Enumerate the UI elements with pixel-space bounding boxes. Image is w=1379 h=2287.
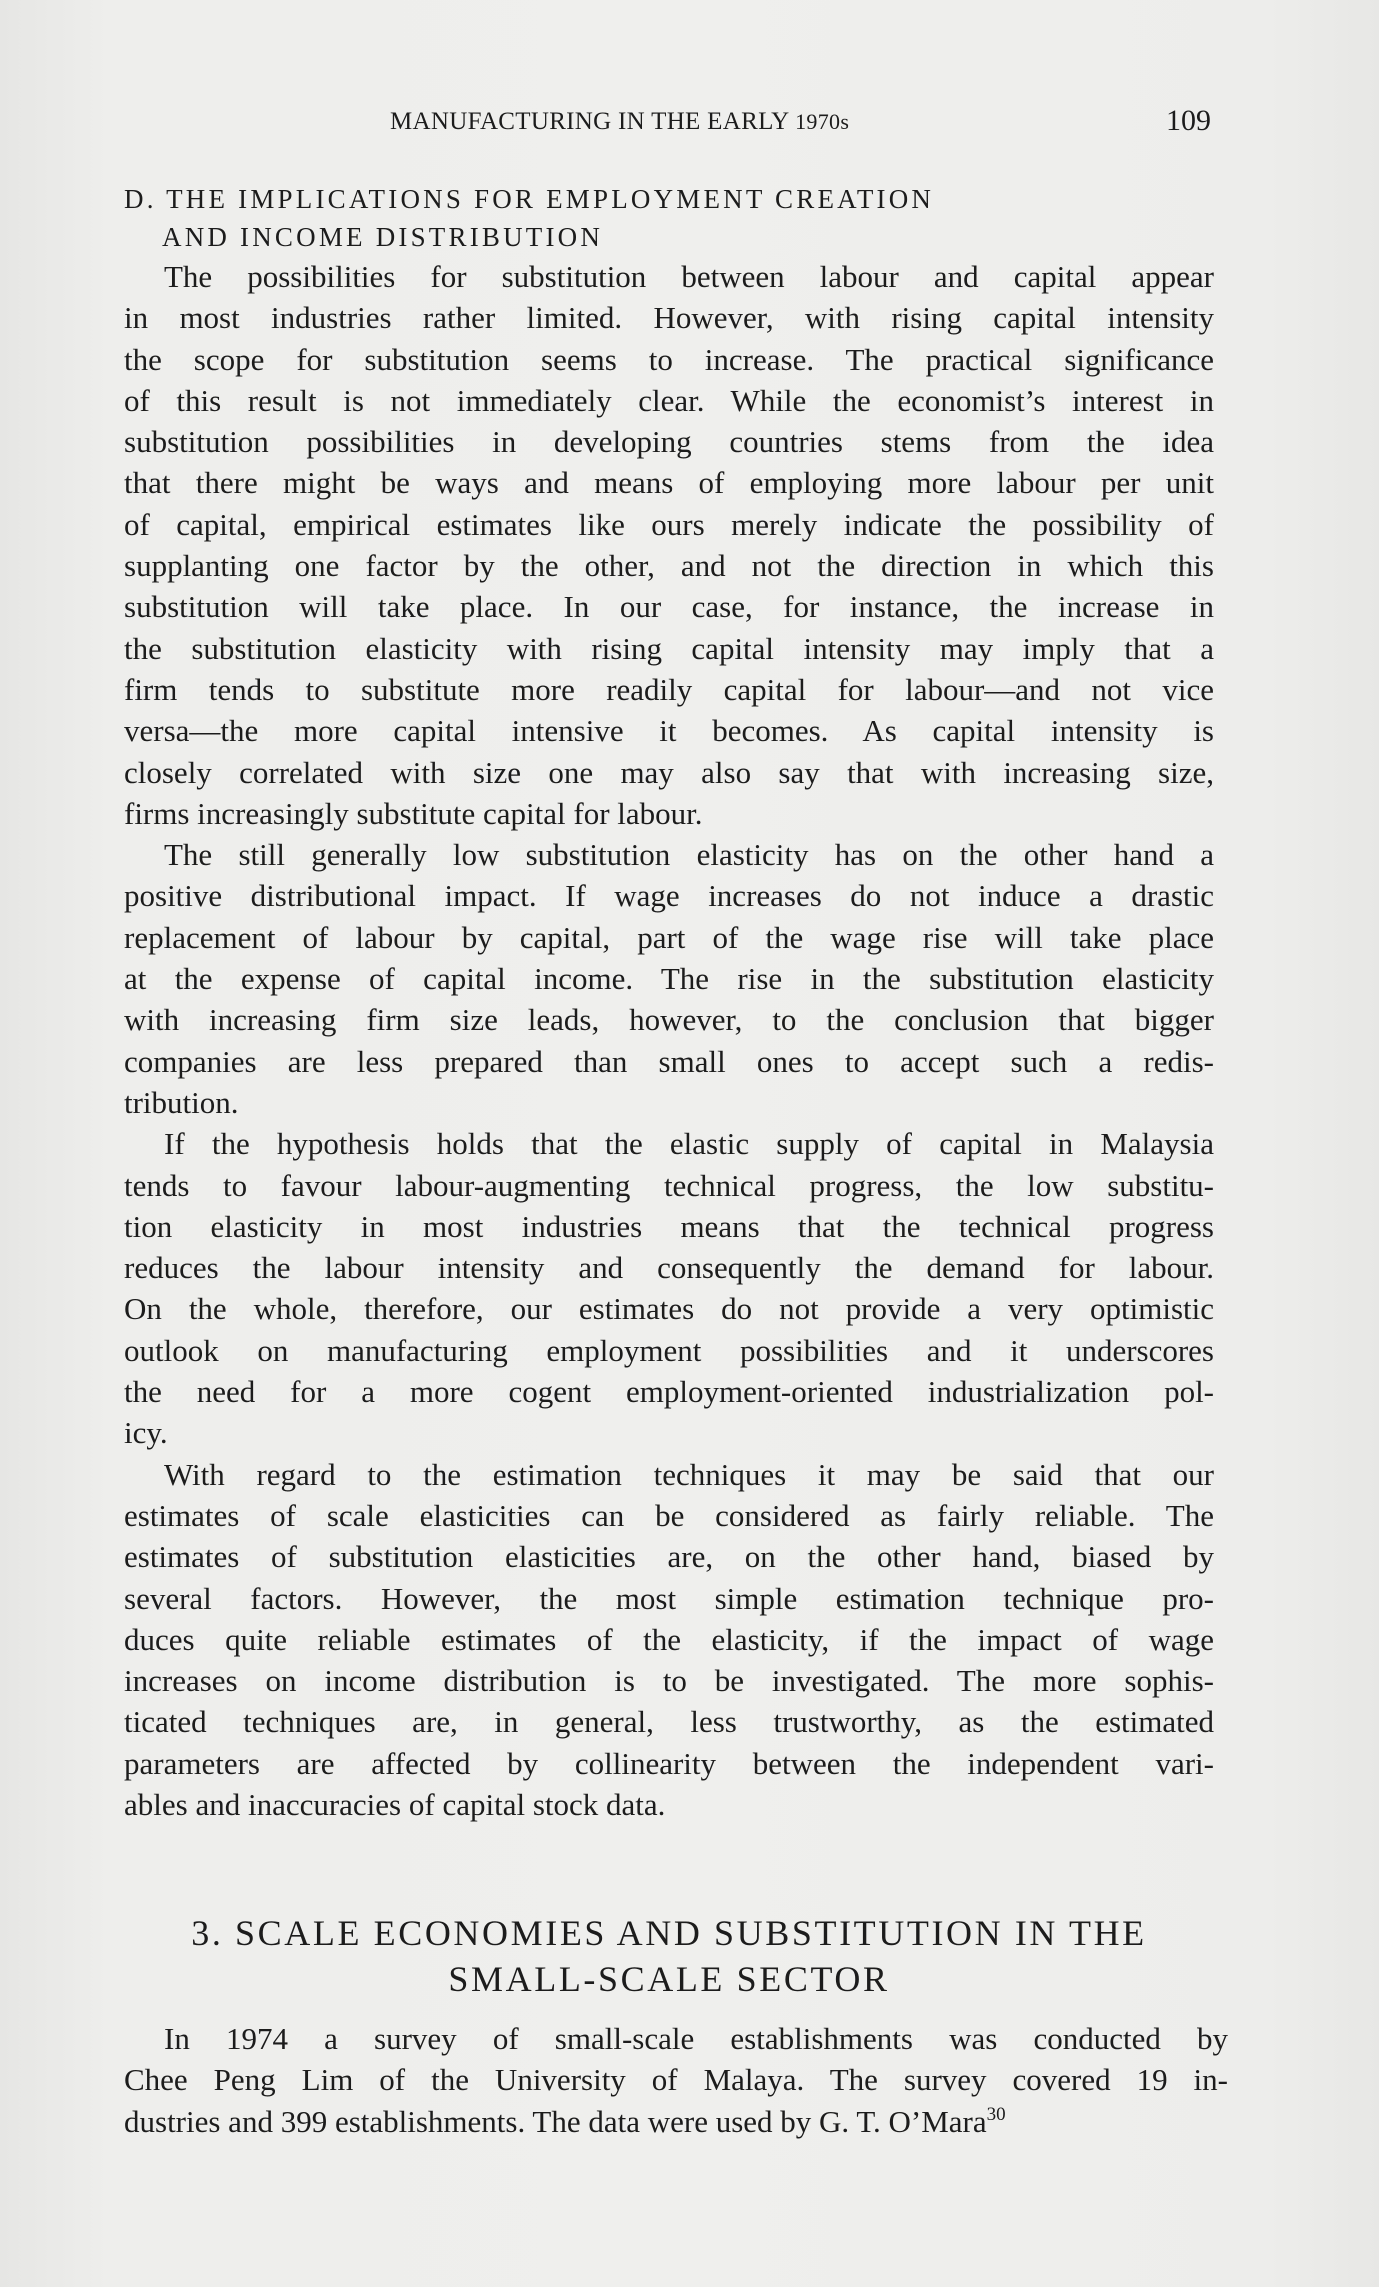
section-3-heading <box>124 1910 1214 2002</box>
text-line: the need for a more cogent employment-oriented industrialization pol- <box>124 1374 1214 1410</box>
text-line: versa—the more capital intensive it becomes. As capital intensity is <box>124 713 1214 749</box>
section-d-heading-line1: D. THE IMPLICATIONS FOR EMPLOYMENT CREATION <box>124 184 935 214</box>
text-line: parameters are affected by collinearity between the independent vari- <box>124 1745 1214 1781</box>
text-line: in most industries rather limited. However, with rising capital intensity <box>124 300 1214 336</box>
text-line: tion elasticity in most industries means that the technical progress <box>124 1208 1214 1244</box>
paragraph-technical-progress <box>124 1123 1214 1453</box>
text-line: several factors. However, the most simple estimation technique pro- <box>124 1580 1214 1616</box>
text-line: closely correlated with size one may also say that with increasing size, <box>124 754 1214 790</box>
text-line: In 1974 a survey of small-scale establishments was conducted by <box>164 2021 1228 2056</box>
section-3-body <box>124 2018 1228 2142</box>
text-line: firms increasingly substitute capital for labour. <box>124 795 703 831</box>
section-d-heading-line2: AND INCOME DISTRIBUTION <box>162 222 604 252</box>
text-line: substitution will take place. In our case, for instance, the increase in <box>124 589 1214 625</box>
text-line: at the expense of capital income. The rise in the substitution elasticity <box>124 961 1214 997</box>
text-line: ables and inaccuracies of capital stock data. <box>124 1786 666 1822</box>
page-number: 109 <box>1166 104 1211 137</box>
text-line: estimates of scale elasticities can be considered as fairly reliable. The <box>124 1497 1214 1533</box>
text-line: reduces the labour intensity and consequently the demand for labour. <box>124 1250 1214 1286</box>
text-line: ticated techniques are, in general, less trustworthy, as the estimated <box>124 1704 1214 1740</box>
text-line: The still generally low substitution elasticity has on the other hand a <box>164 837 1214 873</box>
text-line: The possibilities for substitution between labour and capital appear <box>164 259 1214 294</box>
paragraph-substitution-possibilities <box>124 256 1214 834</box>
text-line: icy. <box>124 1415 168 1451</box>
paragraph-estimation-techniques <box>124 1454 1214 1826</box>
text-line: the scope for substitution seems to increase. The practical significance <box>124 341 1214 377</box>
text-line: tends to favour labour-augmenting technical progress, the low substitu- <box>124 1167 1214 1203</box>
text-line: replacement of labour by capital, part of the wage rise will take place <box>124 919 1214 955</box>
footnote-reference[interactable]: 30 <box>986 2103 1006 2125</box>
text-line: estimates of substitution elasticities are, on the other hand, biased by <box>124 1539 1214 1575</box>
text-line: positive distributional impact. If wage increases do not induce a drastic <box>124 878 1214 914</box>
text-line: With regard to the estimation techniques it may be said that our <box>164 1456 1214 1492</box>
section-3-heading-line2: SMALL-SCALE SECTOR <box>448 1959 890 1999</box>
running-head-year: 1970s <box>795 109 850 134</box>
section-d-heading <box>124 180 1214 256</box>
text-line: supplanting one factor by the other, and not the direction in which this <box>124 548 1214 584</box>
section-3-heading-line1: 3. SCALE ECONOMIES AND SUBSTITUTION IN THE <box>191 1913 1147 1953</box>
text-line: of capital, empirical estimates like ours merely indicate the possibility of <box>124 506 1214 542</box>
text-line: that there might be ways and means of employing more labour per unit <box>124 465 1214 501</box>
text-line: with increasing firm size leads, however, to the conclusion that bigger <box>124 1002 1214 1038</box>
text-line: duces quite reliable estimates of the elasticity, if the impact of wage <box>124 1621 1214 1657</box>
text-line: outlook on manufacturing employment possibilities and it underscores <box>124 1332 1214 1368</box>
text-line: If the hypothesis holds that the elastic supply of capital in Malaysia <box>164 1126 1214 1162</box>
text-line: the substitution elasticity with rising capital intensity may imply that a <box>124 630 1214 666</box>
text-line: firm tends to substitute more readily capital for labour—and not vice <box>124 671 1214 707</box>
section-d-body <box>124 180 1214 1825</box>
text-line-content: dustries and 399 establishments. The data were used by G. T. O’Mara <box>124 2103 987 2139</box>
running-head-title: MANUFACTURING IN THE EARLY <box>390 108 796 135</box>
text-line: substitution possibilities in developing countries stems from the idea <box>124 424 1214 460</box>
paragraph-distributional-impact <box>124 834 1214 1123</box>
text-line: of this result is not immediately clear. While the economist’s interest in <box>124 382 1214 418</box>
text-line: companies are less prepared than small ones to accept such a redis- <box>124 1043 1214 1079</box>
paragraph-small-scale-survey <box>124 2018 1228 2142</box>
text-line <box>124 2101 1228 2142</box>
text-line: tribution. <box>124 1084 239 1120</box>
text-line: increases on income distribution is to be investigated. The more sophis- <box>124 1663 1214 1699</box>
text-line: Chee Peng Lim of the University of Malaya. The survey covered 19 in- <box>124 2062 1228 2098</box>
text-line: On the whole, therefore, our estimates do not provide a very optimistic <box>124 1291 1214 1327</box>
running-head <box>390 108 849 136</box>
